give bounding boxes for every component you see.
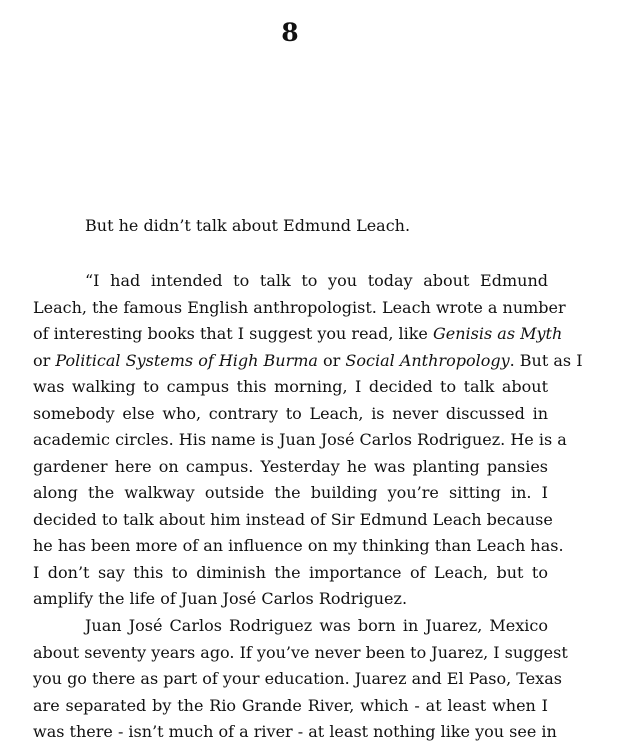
text-run: of interesting books that I suggest you read, like (33, 324, 433, 343)
text-line: somebody else who, contrary to Leach, is never discussed in (33, 403, 548, 423)
book-title: Political Systems of High Burma (55, 350, 318, 370)
text-run: or (33, 350, 56, 370)
text-line: he has been more of an influence on my thinking than Leach has. (33, 536, 564, 555)
text-line (33, 321, 563, 348)
paragraph-2 (33, 268, 583, 613)
text-line: decided to talk about him instead of Sir Edmund Leach because (33, 509, 553, 529)
text-line: gardener here on campus. Yesterday he was planting pansies (33, 456, 548, 476)
text-line: “I had intended to talk to you today about Edmund (85, 271, 548, 290)
text-line: along the walkway outside the building you’re sitting in. I (33, 483, 548, 502)
text-line: was walking to campus this morning, I decided to talk about (33, 377, 548, 396)
text-line: you go there as part of your education. Juarez and El Paso, Texas (33, 669, 562, 688)
text-line: Leach, the famous English anthropologist. Leach wrote a number (33, 297, 566, 317)
book-title: Social Anthropology (345, 350, 510, 370)
text-line: academic circles. His name is Juan José Carlos Rodriguez. He is a (33, 430, 567, 449)
text-line: I don’t say this to diminish the importance of Leach, but to (33, 562, 548, 582)
text-line (33, 348, 583, 375)
chapter-number: 8 (281, 18, 299, 47)
text-line: Juan José Carlos Rodriguez was born in Juarez, Mexico (85, 616, 548, 635)
text-line: amplify the life of Juan José Carlos Rodriguez. (33, 589, 408, 608)
book-title: Genisis as Myth (432, 324, 563, 343)
text-line: about seventy years ago. If you’ve never been to Juarez, I suggest (33, 642, 568, 662)
paragraph-3 (33, 613, 568, 746)
text-line: But he didn’t talk about Edmund Leach. (85, 216, 411, 235)
text-line: are separated by the Rio Grande River, which - at least when I (33, 695, 548, 715)
text-line: was there - isn’t much of a river - at least nothing like you see in (33, 722, 557, 741)
text-run: . But as I (509, 350, 583, 370)
text-run: or (317, 350, 346, 370)
paragraph-1 (33, 213, 548, 240)
